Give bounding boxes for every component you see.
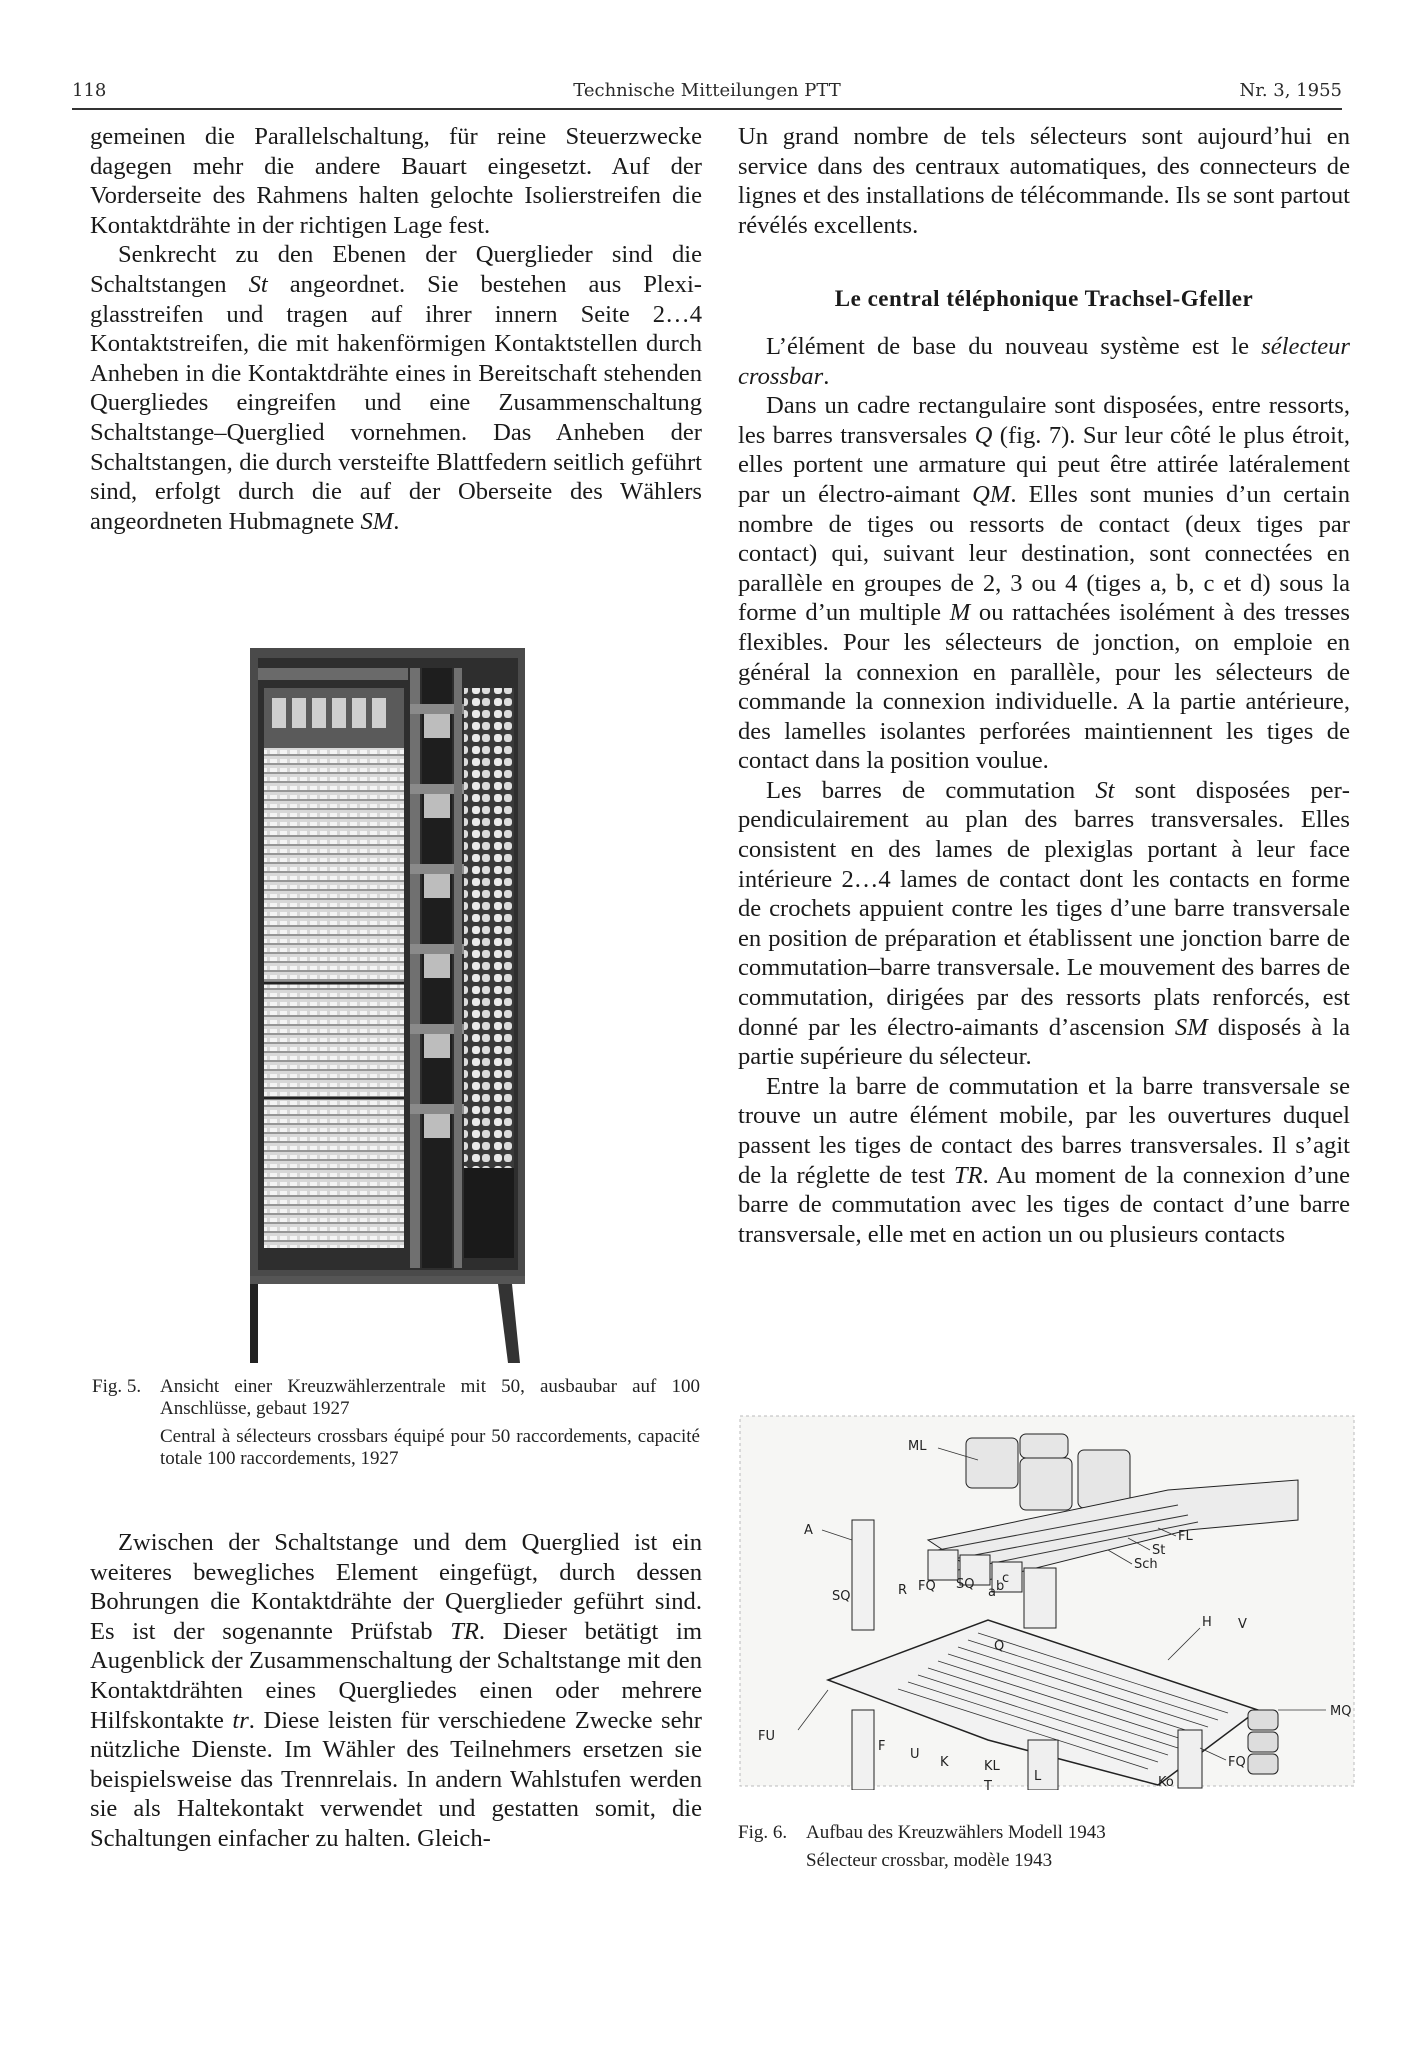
label-sq: SQ — [832, 1589, 851, 1604]
issue-number: Nr. 3, 1955 — [1239, 80, 1342, 101]
paragraph: Senkrecht zu den Ebenen der Querglieder sind die Schaltstangen St angeordnet. Sie bestehen aus Plexiglasstreifen und tragen auf ihrer innern Seite 2…4 Kontaktstreifen, die mit hakenförmigen Kontaktstellen durch Anheben in die Kontaktdrähte eines in Bereitschaft stehenden Quergliedes eingreifen und eine Zusammenschaltung Schaltstange–Querglied vornehmen. Das Anheben der Schaltstangen, die durch versteifte Blattfedern seitlich geführt sind, erfolgt durch die auf der Oberseite des Wählers angeordneten Hubmagnete SM. — [90, 241, 702, 535]
label-q: Q — [994, 1639, 1005, 1654]
paragraph: L’élément de base du nouveau système est le sélecteur crossbar. — [738, 332, 1350, 390]
header-rule — [72, 108, 1342, 110]
figure-6-drawing — [738, 1410, 1358, 1790]
label-b-small: b — [996, 1579, 1005, 1594]
page-number: 118 — [72, 80, 107, 101]
left-column-bottom — [90, 1528, 702, 1854]
label-mq: MQ — [1330, 1704, 1352, 1719]
running-header — [72, 80, 1342, 108]
right-column — [738, 122, 1350, 1249]
figure-5-caption — [92, 1376, 702, 1470]
paragraph: Un grand nombre de tels sélecteurs sont aujourd’hui en service dans des centraux automatiques, des connecteurs de lignes et des installations de télécommande. Ils se sont partout révélés excellents. — [738, 123, 1350, 239]
journal-title: Technische Mitteilungen PTT — [573, 80, 841, 101]
label-fq: FQ — [918, 1579, 936, 1594]
label-r: R — [898, 1583, 908, 1598]
crossbar-selector-drawing — [738, 1410, 1358, 1790]
label-fu: FU — [758, 1729, 775, 1744]
paragraph: Zwischen der Schaltstange und dem Querglied ist ein weiteres bewegliches Element eingefügt, durch dessen Bohrungen die Kontaktdrähte der Querglieder geführt sind. Es ist der sogenannte Prüfstab TR. Dieser betätigt im Augenblick der Zusammenschaltung der Schaltstange mit den Kontaktdrähten eines Quergliedes einen oder mehrere Hilfskontakte tr. Diese leisten für verschiedene Zwecke sehr nützliche Dienste. Im Wähler des Teilnehmers ersetzen sie beispielsweise das Trennrelais. In andern Wahlstufen werden sie als Haltekontakt verwendet und gestatten somit, die Schaltungen einfacher zu halten. Gleich- — [90, 1529, 702, 1852]
section-heading: Le central téléphonique Trachsel-Gfeller — [834, 286, 1254, 312]
caption-french: Central à sélecteurs crossbars équipé pour 50 raccordements, capacité totale 100 raccordements, 1927 — [160, 1426, 700, 1469]
label-u: U — [910, 1747, 920, 1762]
label-fq-2: FQ — [1228, 1755, 1246, 1770]
figure-5-photo — [250, 648, 530, 1363]
label-st: St — [1152, 1543, 1166, 1558]
label-t: T — [984, 1779, 992, 1790]
symbol-tr: TR — [450, 1617, 479, 1645]
symbol-st: St — [248, 270, 268, 298]
figure-label: Fig. 6. — [738, 1822, 788, 1843]
label-h: H — [1202, 1615, 1212, 1630]
label-a: A — [804, 1523, 813, 1538]
paragraph: gemeinen die Parallelschaltung, für reine Steuerzwecke dagegen mehr die andere Bauart eingesetzt. Auf der Vorderseite des Rahmens halten gelochte Isolierstreifen die Kontaktdrähte in der richtigen Lage fest. — [90, 123, 702, 239]
label-c-small: c — [1002, 1571, 1010, 1586]
paragraph: Dans un cadre rectangulaire sont disposées, entre ressorts, les barres transversales Q (fig. 7). Sur leur côté le plus étroit, elles portent une armature qui peut être attirée latéralement par un électro-aimant QM. Elles sont munies d’un certain nombre de tiges ou ressorts de contact (deux tiges par contact) qui, suivant leur destination, sont connectées en parallèle en groupes de 2, 3 ou 4 (tiges a, b, c et d) sous la forme d’un multiple M ou rattachées isolément à des tresses flexibles. Pour les sélecteurs de jonction, on emploie en général la connexion en parallèle, pour les sélecteurs de commande la connexion individuelle. A la partie antérieure, des lamelles isolantes perforées maintiennent les tiges de contact dans la position voulue. — [738, 392, 1350, 775]
label-sq-2: SQ — [956, 1577, 975, 1592]
caption-french: Sélecteur crossbar, modèle 1943 — [806, 1850, 1053, 1871]
paragraph: Entre la barre de commutation et la barre transversale se trouve un autre élément mobile, par les ouvertures duquel passent les tiges de contact des barres transversales. Il s’agit de la réglette de test TR. Au moment de la connexion d’une barre de commutation avec les tiges de contact d’une barre transversale, elle met en action un ou plusieurs contacts — [738, 1072, 1350, 1248]
caption-german: Ansicht einer Kreuzwählerzentrale mit 50, ausbaubar auf 100 Anschlüsse, gebaut 1927 — [160, 1376, 700, 1419]
figure-label: Fig. 5. — [92, 1376, 142, 1397]
label-f: F — [878, 1739, 886, 1754]
label-sch: Sch — [1134, 1557, 1158, 1572]
label-l: L — [1034, 1769, 1042, 1784]
left-column-top — [90, 122, 702, 536]
caption-german: Aufbau des Kreuzwählers Modell 1943 — [806, 1822, 1106, 1843]
label-ml: ML — [908, 1439, 927, 1454]
crossbar-exchange-cabinet-photo — [250, 648, 530, 1363]
label-a-small: a — [988, 1585, 996, 1600]
label-ko: Ko — [1158, 1775, 1174, 1790]
label-kl: KL — [984, 1759, 1000, 1774]
paragraph: Les barres de commutation St sont disposées perpendiculairement au plan des barres transversales. Elles consistent en des lames de plexiglas portant à leur face intérieure 2…4 lames de contact dont les contacts en forme de crochets appuient contre les tiges d’une barre transversale en position de préparation et établissent une jonction barre de commutation–barre transversale. Le mouvement des barres de commutation, dirigées par des ressorts plats renforcés, est donné par les électro-aimants d’ascension SM disposés à la partie supérieure du sélecteur. — [738, 776, 1350, 1071]
label-k: K — [940, 1755, 949, 1770]
label-v: V — [1238, 1617, 1247, 1632]
label-fl: FL — [1178, 1529, 1193, 1544]
figure-6-caption — [738, 1822, 1238, 1872]
symbol-tr-small: tr — [232, 1706, 249, 1734]
symbol-sm: SM — [360, 507, 394, 535]
